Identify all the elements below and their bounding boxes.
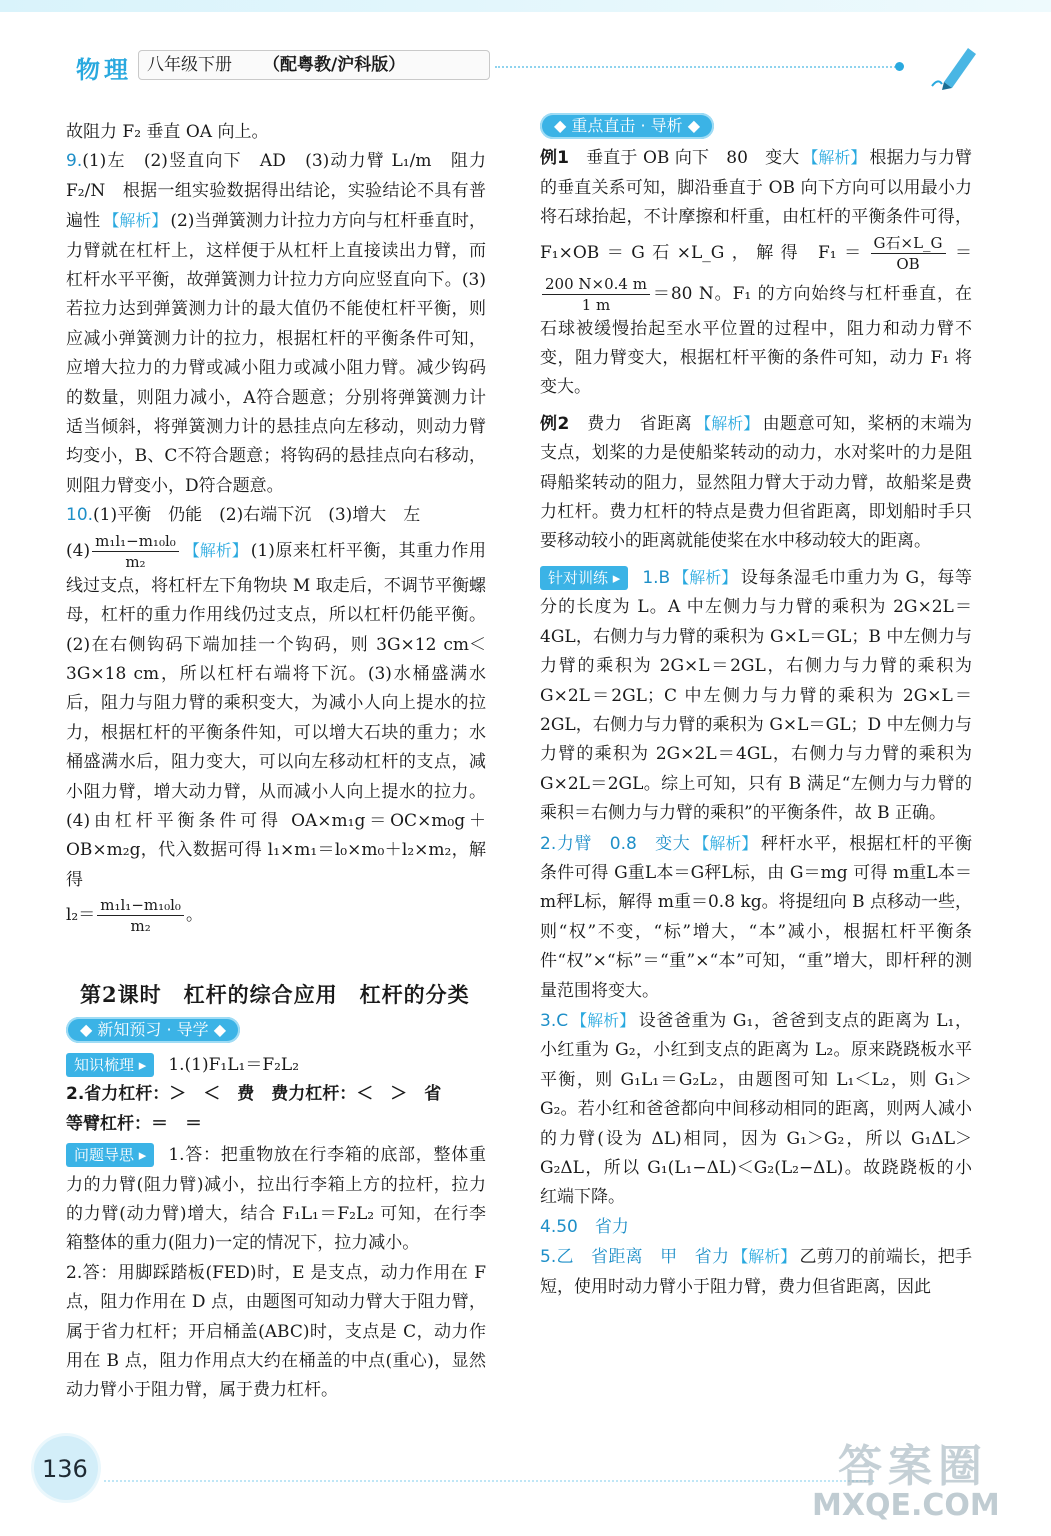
fraction-denominator: OB: [896, 254, 920, 273]
lever-type-a: 2.省力杠杆：＞ ＜ 费: [66, 1084, 272, 1105]
knowledge-row: [66, 1051, 486, 1080]
analysis-text: ＝80 N。F₁ 的方向始终与杠杆垂直，在石球被缓慢抬起至水平位置的过程中，阻力和动力臂不变，阻力臂变大，根据杠杆平衡的条件可知，动力 F₁ 将变大。: [540, 283, 972, 398]
training-4: [540, 1213, 972, 1242]
question-9: [66, 147, 486, 501]
answer-text: 2.力臂 0.8 变大: [540, 833, 691, 854]
question-number: 10.: [66, 505, 94, 526]
analysis-text: 设爸爸重为 G₁，爸爸到支点的距离为 L₁，小红重为 G₂，小红到支点的距离为 L₂。原来跷跷板水平平衡，则 G₁L₁＝G₂L₂，由题图可知 L₁＜L₂，则 G₁＞G₂。若小红和爸爸都向中间移动相同的距离，则两人减小的力臂(设为 ΔL)相同，因为 G₁＞G₂，所以 G₁ΔL＞G₂ΔL，所以 G₁(L₁−ΔL)＜G₂(L₂−ΔL)。故跷跷板的小红端下降。: [540, 1010, 972, 1208]
header-dotted-line: [495, 66, 900, 68]
section-title: 第2课时 杠杆的综合应用 杠杆的分类: [80, 982, 470, 1008]
knowledge-item: 1.(1)F₁L₁＝F₂L₂: [168, 1054, 300, 1075]
analysis-text: 根据力与力臂的垂直关系可知，脚沿垂直于 OB 向下方向可以用最小力将石球抬起，不计摩擦和杆重，由杠杆的平衡条件可得，F₁×OB＝G石×L_G，解得 F₁＝: [540, 148, 972, 263]
answer-text: (1)平衡 仍能 (2)右端下沉 (3)增大 左: [93, 505, 421, 526]
analysis-tag: 【解析】: [732, 1247, 797, 1267]
answer-text: 5.乙 省距离 甲 省力: [540, 1247, 730, 1268]
fraction: [97, 895, 184, 936]
guide-answer: 2.答：用脚踩踏板(FED)时，E 是支点，动力作用在 F 点，阻力作用在 D 点，由题图可知动力臂大于阻力臂，属于省力杠杆；开启桶盖(ABC)时，支点是 C，动力作用在 B 点，阻力作用点大约在桶盖的中点(重心)，显然动力臂小于阻力臂，属于费力杠杆。: [66, 1262, 486, 1401]
answer-text: 费力 省距离: [569, 413, 693, 434]
analysis-text: (1)原来杠杆平衡，其重力作用线过支点，将杠杆左下角物块 M 取走后，不调节平衡螺母，杠杆的重力作用线仍过支点，所以杠杆仍能平衡。(2)在右侧钩码下端加挂一个钩码，则 3G×12 cm＜3G×18 cm，所以杠杆右端将下沉。(3)水桶盛满水后，阻力与阻力臂的乘积变大，为减小人向上提水的拉力，根据杠杆的平衡条件知，可以增大石块的重力；水桶盛满水后，阻力变大，可以向左移动杠杆的支点，减小阻力臂，增大动力臂，从而减小人向上提水的拉力。(4)由杠杆平衡条件可得 OA×m₁g＝OC×m₀g＋OB×m₂g，代入数据可得 l₁×m₁＝l₀×m₀＋l₂×m₂，解得: [66, 540, 486, 890]
question-number: 9.: [66, 151, 83, 172]
page-number: 136: [42, 1455, 88, 1483]
knowledge-item: 等臂杠杆：＝ ＝: [66, 1113, 202, 1134]
analysis-tag: 【解析】: [183, 540, 248, 560]
analysis-text: 秤杆水平，根据杠杆的平衡条件可得 G重L本＝G秤L标，由 G＝mg 可得 m重L本＝m秤L标，解得 m重＝0.8 kg。将提纽向 B 点移动一些，则“权”不变，“标”增大，“本”减小，根据杠杆平衡条件“权”×“标”＝“重”×“本”可知，“重”增大，即杆秤的测量范围将变大。: [540, 833, 972, 1001]
fraction-numerator: m₁l₁−m₁₀l₀: [92, 531, 179, 552]
answer-part-label: (4): [66, 540, 91, 561]
answer-text: (1)左 (2)竖直向下 AD (3)动力臂 L₁/m 阻力 F₂/N 根据一组实验数据得出结论，实验结论不具有普遍性: [66, 151, 486, 232]
equals: ＝: [947, 242, 973, 263]
formula-lhs: l₂＝: [66, 905, 96, 926]
edition-label: （配粤教/沪科版）: [263, 55, 406, 75]
training-2: [540, 829, 972, 1006]
question-guide-tag: 问题导思 ▸: [66, 1143, 154, 1167]
example-1: [540, 143, 972, 402]
preview-pill: ◆ 新知预习 · 导学 ◆: [66, 1017, 240, 1043]
fraction-numerator: 200 N×0.4 m: [542, 274, 650, 295]
analysis-text: 由题意可知，桨柄的末端为支点，划桨的力是使船桨转动的动力，水对桨叶的力是阻碍船桨转动的阻力，显然阻力臂大于动力臂，故船桨是费力杠杆。费力杠杆的特点是费力但省距离，即划船时手只要移动较小的距离就能使桨在水中移动较大的距离。: [540, 413, 972, 552]
training-tag: 针对训练 ▸: [540, 566, 628, 590]
lever-type-b: 费力杠杆：＜ ＞ 省: [271, 1084, 442, 1105]
analysis-tag: 【解析】: [103, 211, 168, 231]
fraction: [871, 233, 946, 274]
training-3: [540, 1006, 972, 1213]
period: 。: [185, 905, 203, 926]
knowledge-tag: 知识梳理 ▸: [66, 1053, 154, 1077]
answer-text: 4.50 省力: [540, 1216, 629, 1237]
analysis-tag: 【解析】: [571, 1010, 636, 1030]
question-guide-row: [66, 1141, 486, 1259]
question-10: [66, 501, 486, 936]
answer-text: 1.B: [642, 567, 671, 588]
fraction-numerator: G石×L_G: [871, 233, 946, 254]
grade-label: 八年级下册: [147, 55, 232, 75]
analysis-text: 乙剪刀的前端长，把手短，使用时动力臂小于阻力臂，费力但省距离，因此: [540, 1247, 972, 1297]
fraction-denominator: m₂: [125, 552, 146, 571]
fraction-denominator: m₂: [130, 917, 151, 936]
analysis-text: (2)当弹簧测力计拉力方向与杠杆垂直时，力臂就在杠杆上，这样便于从杠杆上直接读出力臂，而杠杆水平平衡，故弹簧测力计拉力方向应竖直向下。(3)若拉力达到弹簧测力计的最大值仍不能使杠杆平衡，则应减小弹簧测力计的拉力，根据杠杆的平衡条件可知，应增大拉力的力臂或减小阻力或减小阻力臂。减少钩码的数量，则阻力减小，A符合题意；分别将弹簧测力计适当倾斜，将弹簧测力计的悬挂点向左移动，则动力臂均变小，B、C不符合题意；将钩码的悬挂点向右移动，则阻力臂变小，D符合题意。: [66, 211, 486, 496]
fraction-numerator: m₁l₁−m₁₀l₀: [97, 895, 184, 916]
fraction: [542, 274, 650, 315]
training-1: [540, 563, 972, 829]
pen-icon: [930, 38, 982, 90]
focus-pill: ◆ 重点直击 · 导析 ◆: [540, 113, 714, 139]
preview-pill-row: [66, 1016, 486, 1045]
example-2: [540, 409, 972, 557]
answer-text: 3.C: [540, 1010, 569, 1031]
focus-pill-row: [540, 112, 972, 141]
guide-answer: 1.答：把重物放在行李箱的底部，整体重力的力臂(阻力臂)减小，拉出行李箱上方的拉杆，拉力的力臂(动力臂)增大，结合 F₁L₁＝F₂L₂ 可知，在行李箱整体的重力(阻力)一定的情况下，拉力减小。: [66, 1145, 486, 1254]
analysis-tag: 【解析】: [695, 413, 760, 433]
knowledge-item: [66, 1080, 486, 1109]
top-band: [0, 0, 1051, 12]
analysis-tag: 【解析】: [802, 148, 867, 168]
analysis-text: 设每条湿毛巾重力为 G，每等分的长度为 L。A 中左侧力与力臂的乘积为 2G×2L＝4GL，右侧力与力臂的乘积为 G×L＝GL；B 中左侧力与力臂的乘积为 2G×L＝2GL，右侧力与力臂的乘积为 G×2L＝2GL；C 中左侧力与力臂的乘积为 2G×L＝2GL，右侧力与力臂的乘积为 G×L＝GL；D 中左侧力与力臂的乘积为 2G×2L＝4GL，右侧力与力臂的乘积为 G×2L＝2GL。综上可知，只有 B 满足“左侧力与力臂的乘积＝右侧力与力臂的乘积”的平衡条件，故 B 正确。: [540, 567, 972, 824]
footer-dotted-line: [104, 1480, 874, 1482]
training-5: [540, 1242, 972, 1302]
watermark-cn: 答案圈: [838, 1441, 988, 1492]
watermark-logo: [812, 1430, 1042, 1530]
grade-box: [138, 50, 490, 80]
header-dot: [895, 62, 904, 71]
page-header: [70, 46, 980, 90]
analysis-tag: 【解析】: [673, 567, 738, 587]
paragraph: 故阻力 F₂ 垂直 OA 向上。: [66, 122, 269, 142]
example-label: 例1: [540, 148, 569, 169]
fraction-denominator: 1 m: [581, 295, 611, 314]
fraction: [92, 531, 179, 572]
example-label: 例2: [540, 413, 570, 434]
answer-text: 垂直于 OB 向下 80 变大: [568, 148, 800, 169]
right-column: [540, 118, 972, 1302]
watermark-en: MXQE.COM: [812, 1488, 1000, 1523]
analysis-tag: 【解析】: [693, 833, 758, 853]
left-column: [66, 118, 486, 1406]
subject-title: 物理: [76, 56, 132, 84]
